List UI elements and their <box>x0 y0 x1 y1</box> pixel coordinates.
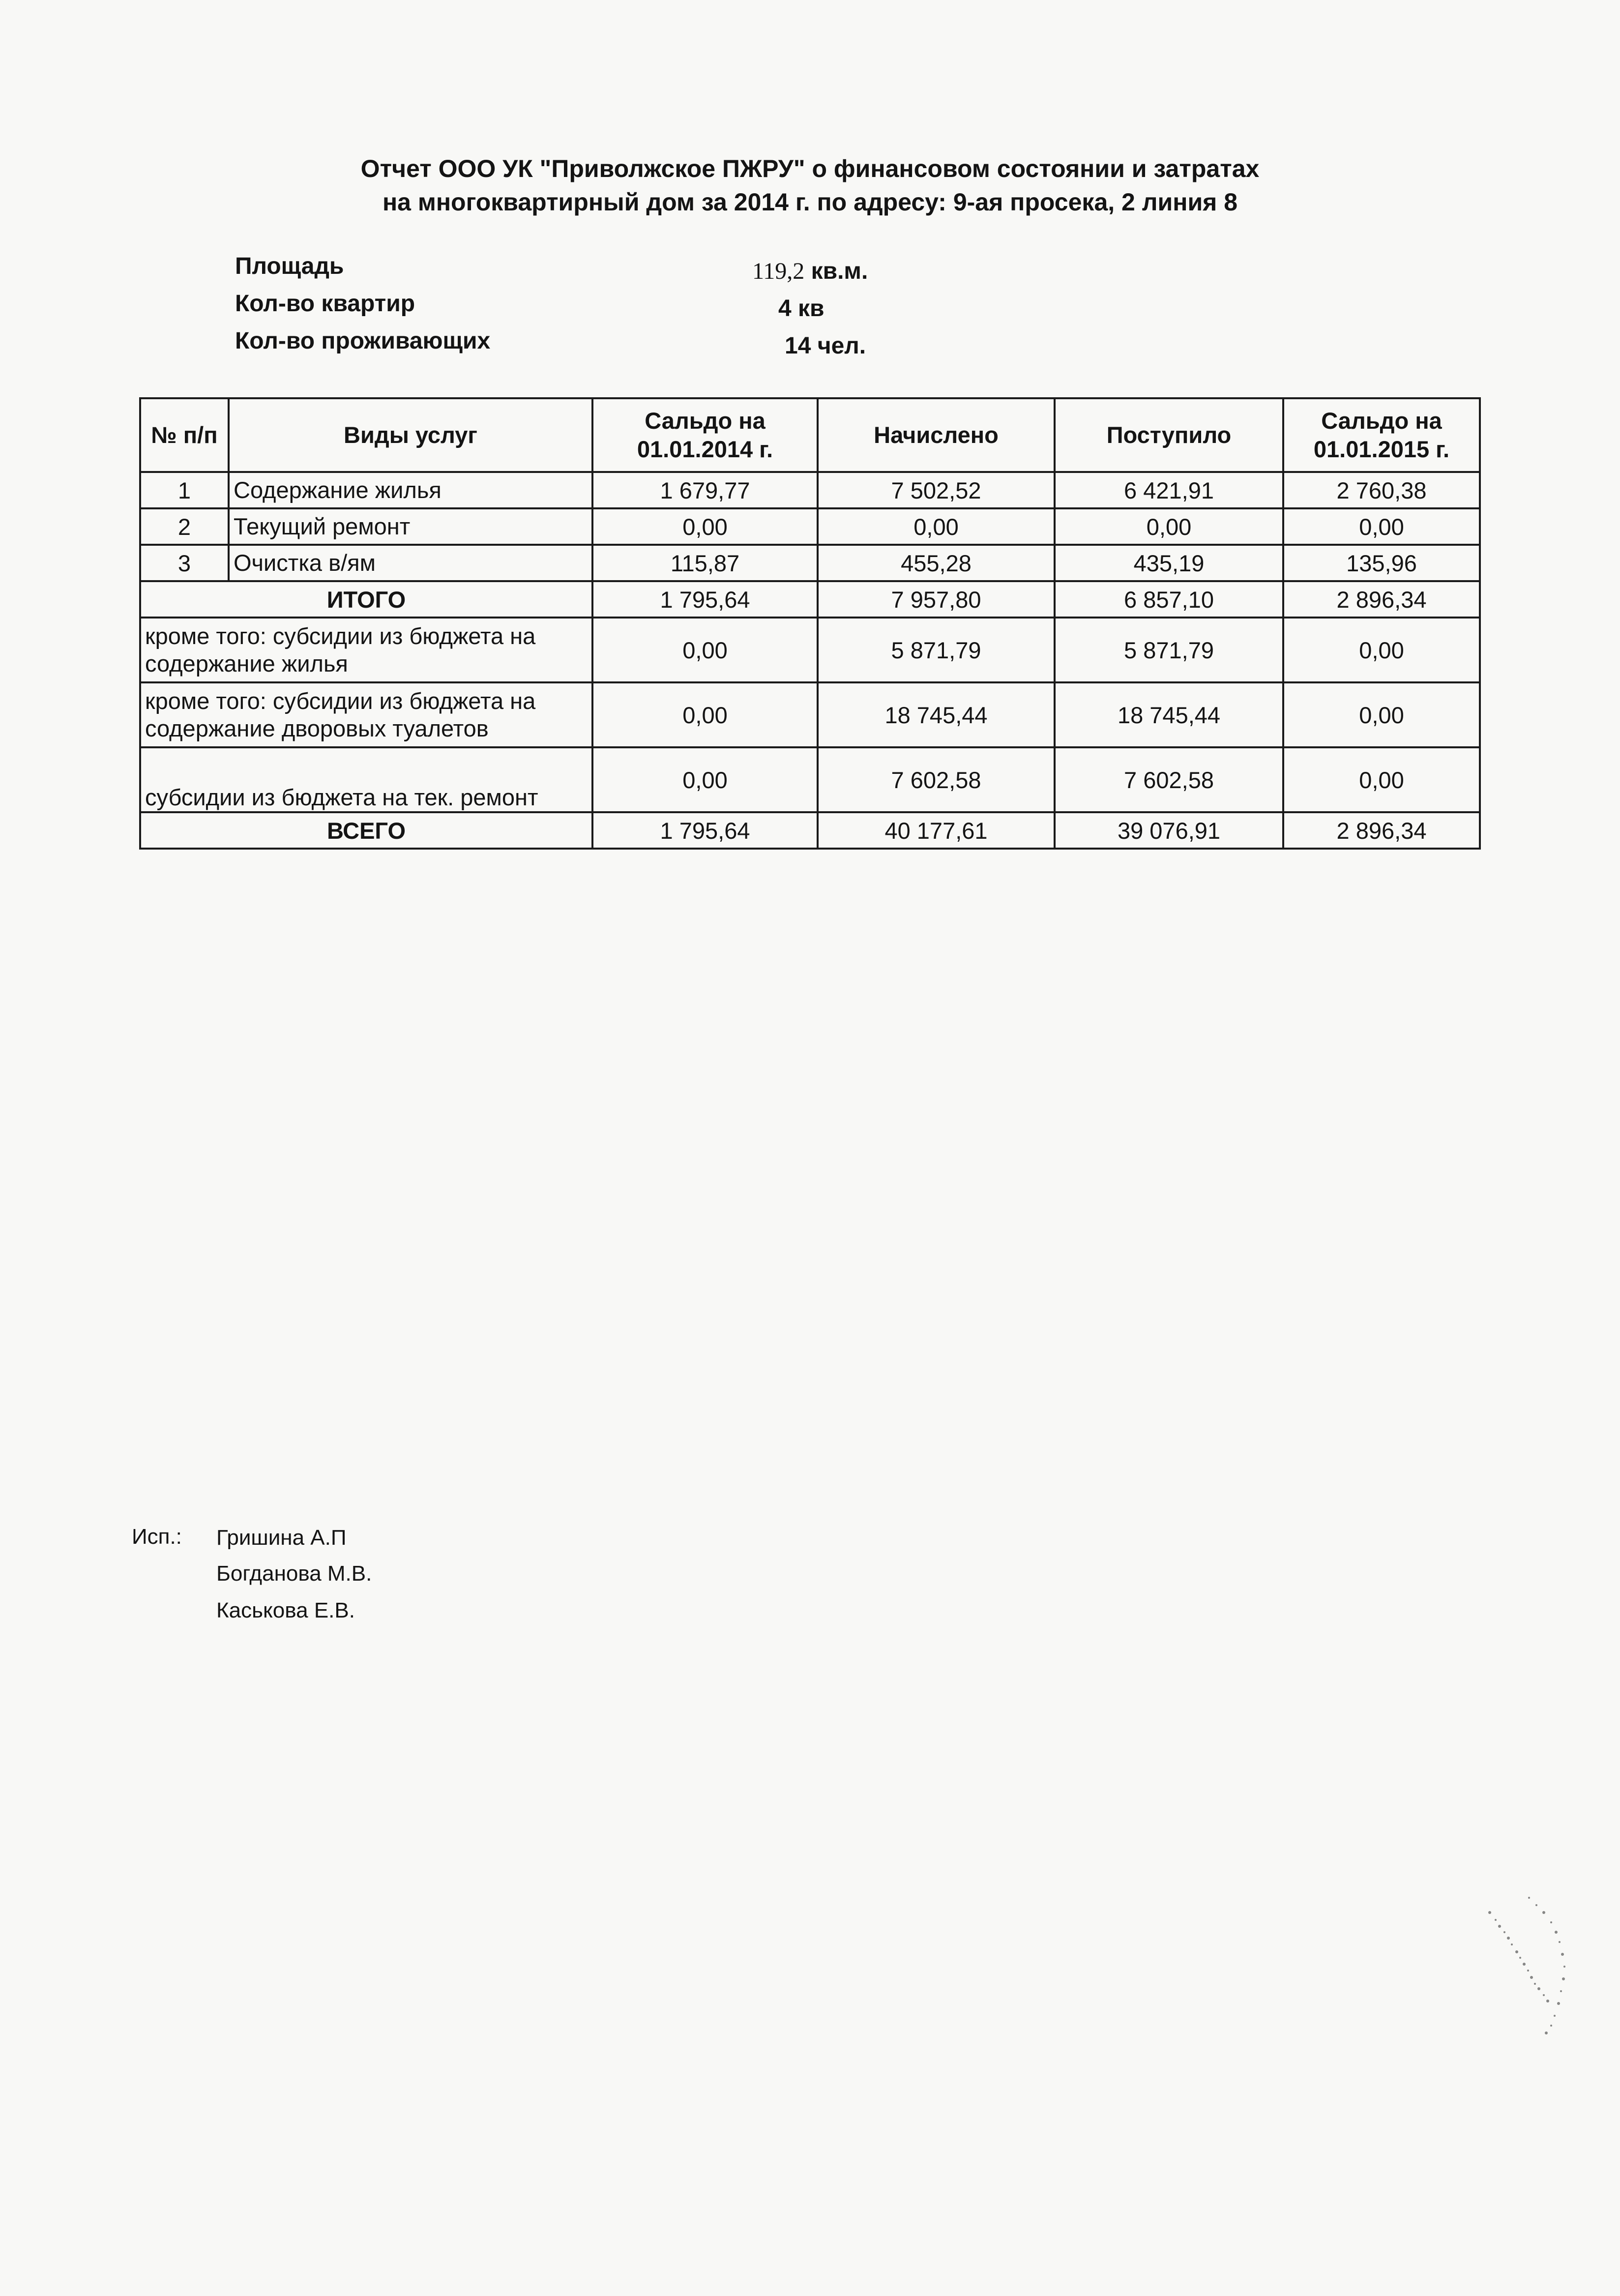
row-service: Содержание жилья <box>229 472 592 508</box>
ink-smudge-mark <box>1470 1883 1588 2045</box>
row-saldo-start: 115,87 <box>592 545 818 581</box>
area-unit: кв.м. <box>811 258 868 284</box>
subsidy-charged: 5 871,79 <box>818 618 1055 682</box>
row-charged: 7 502,52 <box>818 472 1055 508</box>
executor-name: Каськова Е.В. <box>216 1598 355 1622</box>
residents-label: Кол-во проживающих <box>235 328 491 354</box>
executor-name: Богданова М.В. <box>216 1561 372 1586</box>
subsidy-saldo-end: 0,00 <box>1283 747 1480 812</box>
table-row <box>140 545 1480 581</box>
subsidy-saldo-end: 0,00 <box>1283 618 1480 682</box>
header-saldo-start <box>592 398 818 472</box>
subsidy-received: 5 871,79 <box>1055 618 1283 682</box>
area-label: Площадь <box>235 253 344 279</box>
row-service: Текущий ремонт <box>229 508 592 545</box>
subsidy-saldo-end: 0,00 <box>1283 682 1480 747</box>
grand-total-row <box>140 812 1480 849</box>
subsidy-label: субсидии из бюджета на тек. ремонт <box>140 747 592 812</box>
row-num: 1 <box>140 472 229 508</box>
apartments-value: 4 кв <box>778 295 825 322</box>
row-charged: 0,00 <box>818 508 1055 545</box>
executors-label: Исп.: <box>132 1525 182 1549</box>
total-label: ИТОГО <box>140 581 592 618</box>
total-row <box>140 581 1480 618</box>
header-saldo-end <box>1283 398 1480 472</box>
row-saldo-end: 2 760,38 <box>1283 472 1480 508</box>
subsidy-row <box>140 682 1480 747</box>
total-saldo-start: 1 795,64 <box>592 581 818 618</box>
header-saldo-start-line1: Сальдо на <box>645 408 766 434</box>
header-received: Поступило <box>1055 398 1283 472</box>
grand-total-label: ВСЕГО <box>140 812 592 849</box>
financial-report-table <box>139 397 1481 850</box>
subsidy-charged: 18 745,44 <box>818 682 1055 747</box>
total-saldo-end: 2 896,34 <box>1283 581 1480 618</box>
row-received: 435,19 <box>1055 545 1283 581</box>
subsidy-received: 18 745,44 <box>1055 682 1283 747</box>
row-saldo-end: 135,96 <box>1283 545 1480 581</box>
header-num: № п/п <box>140 398 229 472</box>
executor-name: Гришина А.П <box>216 1526 347 1550</box>
subsidy-received: 7 602,58 <box>1055 747 1283 812</box>
row-num: 2 <box>140 508 229 545</box>
grand-total-received: 39 076,91 <box>1055 812 1283 849</box>
total-charged: 7 957,80 <box>818 581 1055 618</box>
row-saldo-start: 0,00 <box>592 508 818 545</box>
table-header-row <box>140 398 1480 472</box>
subsidy-row <box>140 747 1480 812</box>
row-received: 6 421,91 <box>1055 472 1283 508</box>
subsidy-saldo-start: 0,00 <box>592 682 818 747</box>
header-saldo-end-line1: Сальдо на <box>1321 408 1442 434</box>
subsidy-label: кроме того: субсидии из бюджета на содержание дворовых туалетов <box>140 682 592 747</box>
header-service: Виды услуг <box>229 398 592 472</box>
table-row <box>140 508 1480 545</box>
header-charged: Начислено <box>818 398 1055 472</box>
total-received: 6 857,10 <box>1055 581 1283 618</box>
area-number: 119,2 <box>752 258 805 284</box>
row-service: Очистка в/ям <box>229 545 592 581</box>
report-title-line1: Отчет ООО УК "Приволжское ПЖРУ" о финансовом состоянии и затратах <box>360 155 1260 182</box>
subsidy-charged: 7 602,58 <box>818 747 1055 812</box>
row-saldo-end: 0,00 <box>1283 508 1480 545</box>
row-saldo-start: 1 679,77 <box>592 472 818 508</box>
row-charged: 455,28 <box>818 545 1055 581</box>
row-received: 0,00 <box>1055 508 1283 545</box>
header-saldo-start-line2: 01.01.2014 г. <box>637 436 773 462</box>
table-row <box>140 472 1480 508</box>
subsidy-saldo-start: 0,00 <box>592 747 818 812</box>
header-saldo-end-line2: 01.01.2015 г. <box>1313 436 1450 462</box>
row-num: 3 <box>140 545 229 581</box>
area-value <box>752 257 868 286</box>
subsidy-saldo-start: 0,00 <box>592 618 818 682</box>
grand-total-saldo-start: 1 795,64 <box>592 812 818 849</box>
apartments-label: Кол-во квартир <box>235 291 415 317</box>
grand-total-charged: 40 177,61 <box>818 812 1055 849</box>
subsidy-row <box>140 618 1480 682</box>
report-title-line2: на многоквартирный дом за 2014 г. по адресу: 9-ая просека, 2 линия 8 <box>382 188 1238 216</box>
grand-total-saldo-end: 2 896,34 <box>1283 812 1480 849</box>
residents-value: 14 чел. <box>785 333 866 359</box>
subsidy-label: кроме того: субсидии из бюджета на содержание жилья <box>140 618 592 682</box>
